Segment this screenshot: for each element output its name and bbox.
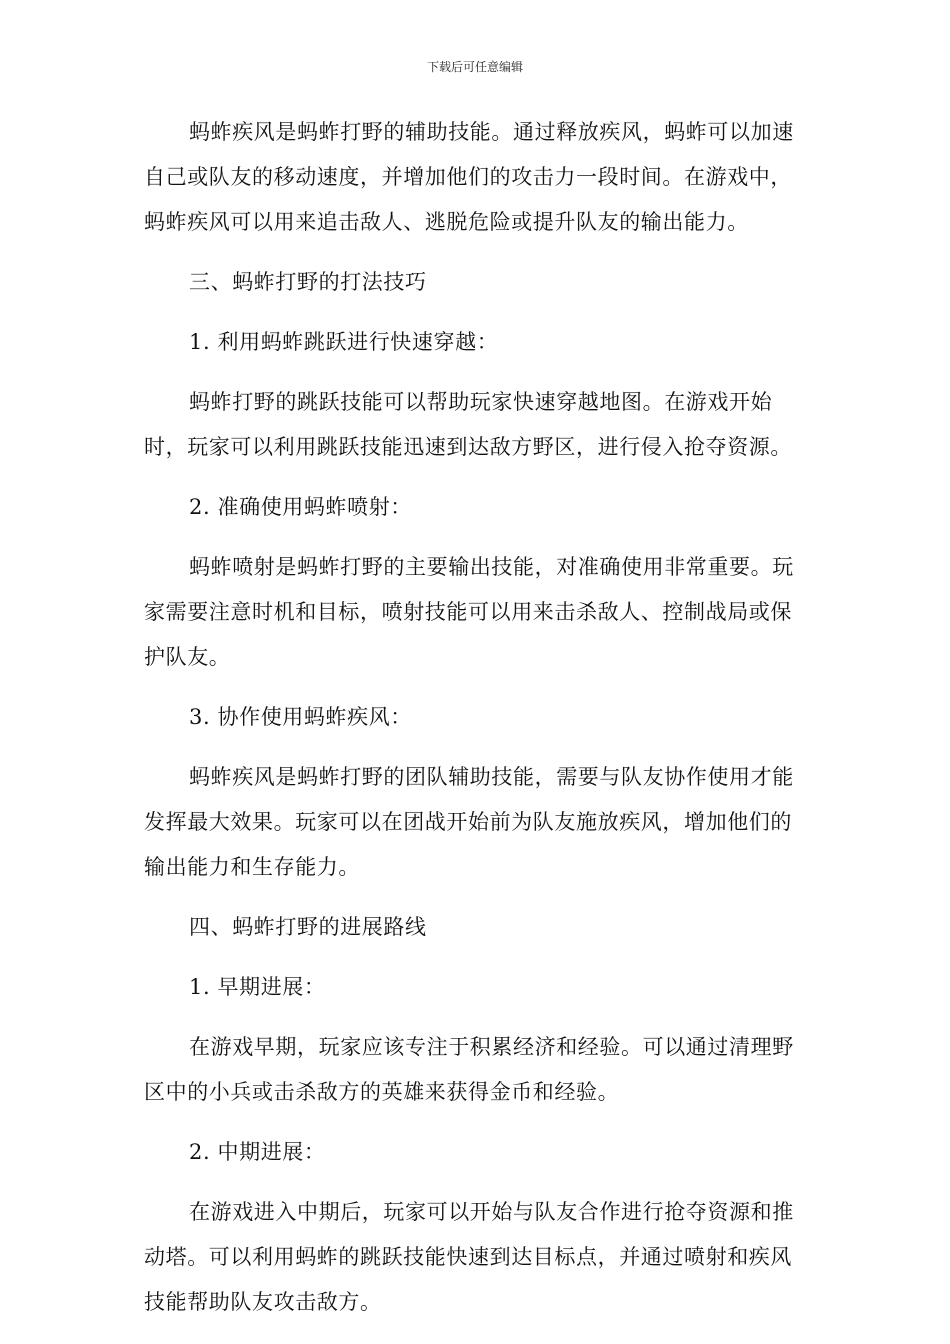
- paragraph: 蚂蚱打野的跳跃技能可以帮助玩家快速穿越地图。在游戏开始时，玩家可以利用跳跃技能迅速到达敌方野区，进行侵入抢夺资源。: [144, 390, 792, 459]
- paragraph: 蚂蚱喷射是蚂蚱打野的主要输出技能，对准确使用非常重要。玩家需要注意时机和目标，喷射技能可以用来击杀敌人、控制战局或保护队友。: [144, 555, 794, 669]
- list-item: 1. 利用蚂蚱跳跃进行快速穿越：: [189, 330, 499, 354]
- list-item: 3. 协作使用蚂蚱疾风：: [189, 705, 412, 729]
- section-heading: 三、蚂蚱打野的打法技巧: [189, 270, 427, 294]
- paragraph: 蚂蚱疾风是蚂蚱打野的团队辅助技能，需要与队友协作使用才能发挥最大效果。玩家可以在团战开始前为队友施放疾风，增加他们的输出能力和生存能力。: [144, 765, 794, 879]
- paragraph: 在游戏进入中期后，玩家可以开始与队友合作进行抢夺资源和推动塔。可以利用蚂蚱的跳跃技能快速到达目标点，并通过喷射和疾风技能帮助队友攻击敌方。: [144, 1200, 794, 1314]
- paragraph: 蚂蚱疾风是蚂蚱打野的辅助技能。通过释放疾风，蚂蚱可以加速自己或队友的移动速度，并增加他们的攻击力一段时间。在游戏中，蚂蚱疾风可以用来追击敌人、逃脱危险或提升队友的输出能力。: [144, 120, 794, 234]
- page-header: 下载后可任意编辑: [426, 60, 523, 74]
- list-item: 2. 中期进展：: [189, 1140, 326, 1164]
- paragraph: 在游戏早期，玩家应该专注于积累经济和经验。可以通过清理野区中的小兵或击杀敌方的英雄来获得金币和经验。: [144, 1035, 794, 1104]
- list-item: 2. 准确使用蚂蚱喷射：: [189, 495, 412, 519]
- list-item: 1. 早期进展：: [189, 975, 326, 999]
- section-heading: 四、蚂蚱打野的进展路线: [189, 915, 427, 939]
- document-body: [144, 110, 808, 1340]
